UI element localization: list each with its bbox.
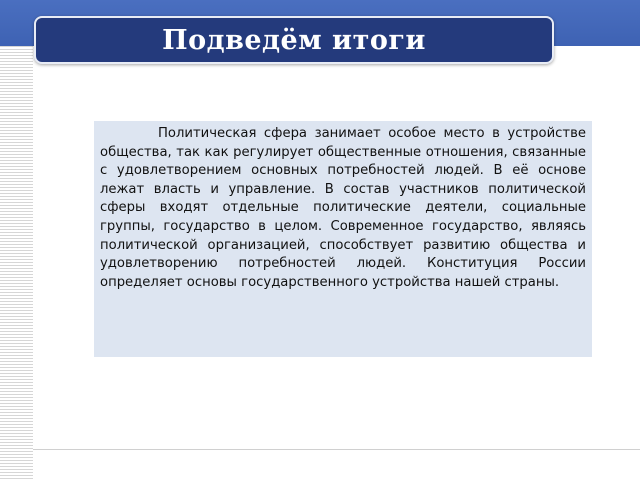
summary-paragraph: Политическая сфера занимает особое место в устройстве общества, так как регулирует общественные отношения, связанные с удовлетворением основных потребностей людей. В её основе лежат власть и управление. В состав участников политической сферы входят отдельные политические деятели, социальные группы, государство в целом. Современное государство, являясь политической организацией, способствует развитию общества и удовлетворению потребностей людей. Конституция России определяет основы государственного устройства нашей страны. bbox=[100, 126, 586, 290]
bottom-divider bbox=[33, 449, 640, 450]
title-banner bbox=[34, 16, 554, 64]
left-stripe-decoration bbox=[0, 46, 33, 480]
summary-text-box bbox=[94, 121, 592, 357]
slide-title: Подведём итоги bbox=[162, 24, 426, 56]
